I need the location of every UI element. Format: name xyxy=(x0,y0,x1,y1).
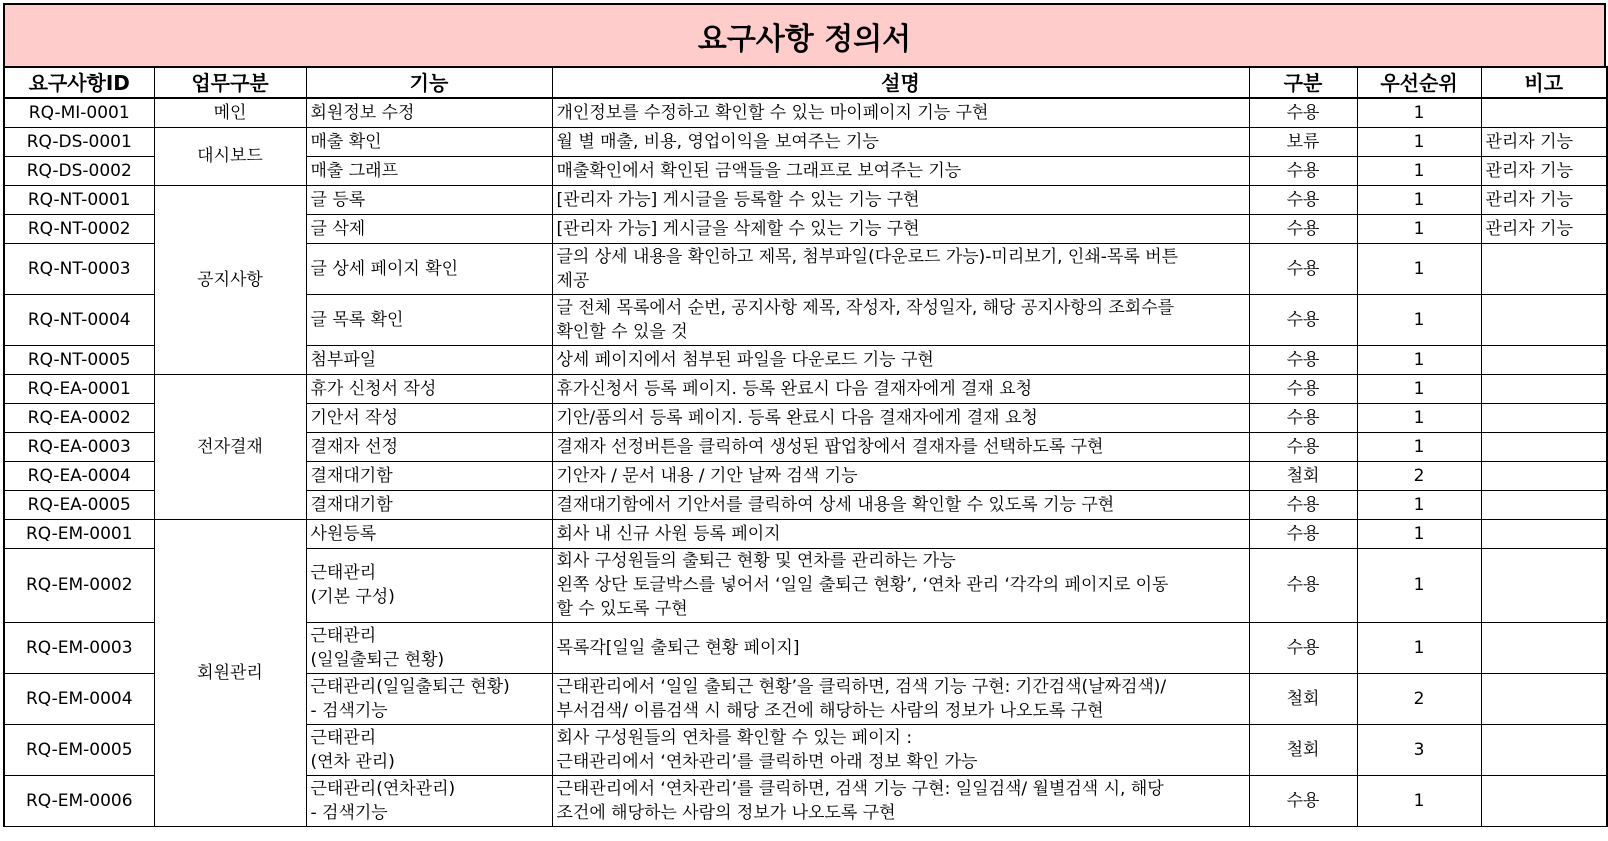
cell-description[interactable]: 회사 내 신규 사원 등록 페이지 xyxy=(552,519,1249,548)
cell-note[interactable] xyxy=(1481,775,1607,826)
cell-req-id[interactable]: RQ-EA-0004 xyxy=(4,461,154,490)
cell-type[interactable]: 수용 xyxy=(1249,214,1357,243)
header-category: 업무구분 xyxy=(154,67,306,98)
cell-function[interactable]: 글 상세 페이지 확인 xyxy=(306,243,552,294)
cell-type[interactable]: 수용 xyxy=(1249,374,1357,403)
cell-req-id[interactable]: RQ-EA-0001 xyxy=(4,374,154,403)
cell-type[interactable]: 수용 xyxy=(1249,775,1357,826)
cell-note[interactable] xyxy=(1481,519,1607,548)
cell-type[interactable]: 수용 xyxy=(1249,185,1357,214)
cell-note[interactable]: 관리자 기능 xyxy=(1481,127,1607,156)
cell-description[interactable]: 월 별 매출, 비용, 영업이익을 보여주는 기능 xyxy=(552,127,1249,156)
cell-function[interactable]: 글 목록 확인 xyxy=(306,294,552,345)
cell-priority[interactable]: 1 xyxy=(1357,775,1481,826)
cell-priority[interactable]: 1 xyxy=(1357,345,1481,374)
cell-req-id[interactable]: RQ-DS-0002 xyxy=(4,156,154,185)
cell-function[interactable]: 결재자 선정 xyxy=(306,432,552,461)
cell-note[interactable] xyxy=(1481,294,1607,345)
requirements-table xyxy=(3,66,1608,827)
cell-req-id[interactable]: RQ-MI-0001 xyxy=(4,98,154,127)
cell-description[interactable]: 회사 구성원들의 출퇴근 현황 및 연차를 관리하는 가능 왼쪽 상단 토글박스를 넣어서 ‘일일 출퇴근 현황’, ‘연차 관리 ‘각각의 페이지로 이동 할 수 있도록 구현 xyxy=(552,548,1249,622)
cell-priority[interactable]: 1 xyxy=(1357,519,1481,548)
cell-function[interactable]: 첨부파일 xyxy=(306,345,552,374)
cell-note[interactable]: 관리자 기능 xyxy=(1481,156,1607,185)
cell-priority[interactable]: 1 xyxy=(1357,374,1481,403)
cell-description[interactable]: 상세 페이지에서 첨부된 파일을 다운로드 기능 구현 xyxy=(552,345,1249,374)
cell-type[interactable]: 철회 xyxy=(1249,724,1357,775)
cell-req-id[interactable]: RQ-EM-0003 xyxy=(4,622,154,673)
cell-category[interactable]: 메인 xyxy=(154,98,306,127)
cell-function[interactable]: 결재대기함 xyxy=(306,490,552,519)
cell-note[interactable] xyxy=(1481,673,1607,724)
cell-function[interactable]: 매출 그래프 xyxy=(306,156,552,185)
cell-function[interactable]: 매출 확인 xyxy=(306,127,552,156)
cell-note[interactable] xyxy=(1481,461,1607,490)
cell-note[interactable] xyxy=(1481,345,1607,374)
cell-type[interactable]: 수용 xyxy=(1249,98,1357,127)
table-row xyxy=(4,519,1607,548)
cell-note[interactable] xyxy=(1481,724,1607,775)
cell-description[interactable]: 근태관리에서 ‘연차관리’를 클릭하면, 검색 기능 구현: 일일검색/ 월별검색 시, 해당 조건에 해당하는 사람의 정보가 나오도록 구현 xyxy=(552,775,1249,826)
cell-function[interactable]: 결재대기함 xyxy=(306,461,552,490)
cell-note[interactable] xyxy=(1481,622,1607,673)
table-row xyxy=(4,374,1607,403)
cell-function[interactable]: 근태관리(일일출퇴근 현황) - 검색기능 xyxy=(306,673,552,724)
cell-type[interactable]: 수용 xyxy=(1249,432,1357,461)
cell-type[interactable]: 수용 xyxy=(1249,622,1357,673)
cell-priority[interactable]: 1 xyxy=(1357,98,1481,127)
cell-req-id[interactable]: RQ-EA-0002 xyxy=(4,403,154,432)
cell-type[interactable]: 수용 xyxy=(1249,294,1357,345)
cell-description[interactable]: 글의 상세 내용을 확인하고 제목, 첨부파일(다운로드 가능)-미리보기, 인쇄-목록 버튼 제공 xyxy=(552,243,1249,294)
cell-description[interactable]: 휴가신청서 등록 페이지. 등록 완료시 다음 결재자에게 결재 요청 xyxy=(552,374,1249,403)
header-priority: 우선순위 xyxy=(1357,67,1481,98)
cell-function[interactable]: 회원정보 수정 xyxy=(306,98,552,127)
cell-function[interactable]: 글 등록 xyxy=(306,185,552,214)
cell-note[interactable] xyxy=(1481,490,1607,519)
cell-description[interactable]: 매출확인에서 확인된 금액들을 그래프로 보여주는 기능 xyxy=(552,156,1249,185)
cell-req-id[interactable]: RQ-NT-0004 xyxy=(4,294,154,345)
cell-description[interactable]: 개인정보를 수정하고 확인할 수 있는 마이페이지 기능 구현 xyxy=(552,98,1249,127)
cell-priority[interactable]: 1 xyxy=(1357,548,1481,622)
cell-function[interactable]: 근태관리 (연차 관리) xyxy=(306,724,552,775)
cell-type[interactable]: 수용 xyxy=(1249,490,1357,519)
cell-priority[interactable]: 1 xyxy=(1357,156,1481,185)
cell-note[interactable]: 관리자 기능 xyxy=(1481,185,1607,214)
cell-req-id[interactable]: RQ-EM-0006 xyxy=(4,775,154,826)
cell-req-id[interactable]: RQ-EM-0001 xyxy=(4,519,154,548)
cell-note[interactable] xyxy=(1481,432,1607,461)
cell-description[interactable]: [관리자 가능] 게시글을 삭제할 수 있는 기능 구현 xyxy=(552,214,1249,243)
cell-priority[interactable]: 1 xyxy=(1357,622,1481,673)
cell-description[interactable]: 기안자 / 문서 내용 / 기안 날짜 검색 기능 xyxy=(552,461,1249,490)
cell-description[interactable]: [관리자 가능] 게시글을 등록할 수 있는 기능 구현 xyxy=(552,185,1249,214)
cell-category[interactable]: 회원관리 xyxy=(154,519,306,826)
cell-description[interactable]: 근태관리에서 ‘일일 출퇴근 현황’을 클릭하면, 검색 기능 구현: 기간검색(날짜검색)/ 부서검색/ 이름검색 시 해당 조건에 해당하는 사람의 정보가 나오도록 구현 xyxy=(552,673,1249,724)
spreadsheet xyxy=(3,3,1606,827)
cell-priority[interactable]: 2 xyxy=(1357,673,1481,724)
cell-type[interactable]: 보류 xyxy=(1249,127,1357,156)
cell-req-id[interactable]: RQ-EA-0005 xyxy=(4,490,154,519)
table-row xyxy=(4,127,1607,156)
cell-type[interactable]: 수용 xyxy=(1249,243,1357,294)
cell-priority[interactable]: 3 xyxy=(1357,724,1481,775)
cell-category[interactable]: 대시보드 xyxy=(154,127,306,185)
cell-req-id[interactable]: RQ-EM-0002 xyxy=(4,548,154,622)
cell-function[interactable]: 근태관리 (일일출퇴근 현황) xyxy=(306,622,552,673)
cell-req-id[interactable]: RQ-DS-0001 xyxy=(4,127,154,156)
cell-description[interactable]: 회사 구성원들의 연차를 확인할 수 있는 페이지 : 근태관리에서 ‘연차관리’를 클릭하면 아래 정보 확인 가능 xyxy=(552,724,1249,775)
cell-note[interactable] xyxy=(1481,548,1607,622)
cell-type[interactable]: 수용 xyxy=(1249,519,1357,548)
cell-priority[interactable]: 1 xyxy=(1357,294,1481,345)
table-body xyxy=(4,98,1607,826)
cell-type[interactable]: 수용 xyxy=(1249,345,1357,374)
cell-priority[interactable]: 1 xyxy=(1357,490,1481,519)
cell-category[interactable]: 전자결재 xyxy=(154,374,306,519)
cell-priority[interactable]: 1 xyxy=(1357,127,1481,156)
cell-req-id[interactable]: RQ-NT-0002 xyxy=(4,214,154,243)
cell-priority[interactable]: 1 xyxy=(1357,243,1481,294)
cell-function[interactable]: 글 삭제 xyxy=(306,214,552,243)
cell-note[interactable]: 관리자 기능 xyxy=(1481,214,1607,243)
cell-description[interactable]: 결재대기함에서 기안서를 클릭하여 상세 내용을 확인할 수 있도록 기능 구현 xyxy=(552,490,1249,519)
header-note: 비고 xyxy=(1481,67,1607,98)
cell-req-id[interactable]: RQ-NT-0003 xyxy=(4,243,154,294)
sheet-title: 요구사항 정의서 xyxy=(3,3,1606,66)
cell-req-id[interactable]: RQ-NT-0001 xyxy=(4,185,154,214)
table-row xyxy=(4,98,1607,127)
header-type: 구분 xyxy=(1249,67,1357,98)
cell-note[interactable] xyxy=(1481,243,1607,294)
cell-function[interactable]: 휴가 신청서 작성 xyxy=(306,374,552,403)
cell-type[interactable]: 철회 xyxy=(1249,673,1357,724)
cell-type[interactable]: 수용 xyxy=(1249,403,1357,432)
header-description: 설명 xyxy=(552,67,1249,98)
header-row xyxy=(4,67,1607,98)
cell-function[interactable]: 근태관리(연차관리) - 검색기능 xyxy=(306,775,552,826)
cell-function[interactable]: 근태관리 (기본 구성) xyxy=(306,548,552,622)
cell-note[interactable] xyxy=(1481,403,1607,432)
cell-priority[interactable]: 1 xyxy=(1357,214,1481,243)
cell-priority[interactable]: 1 xyxy=(1357,403,1481,432)
cell-description[interactable]: 결재자 선정버튼을 클릭하여 생성된 팝업창에서 결재자를 선택하도록 구현 xyxy=(552,432,1249,461)
cell-type[interactable]: 수용 xyxy=(1249,156,1357,185)
cell-priority[interactable]: 1 xyxy=(1357,185,1481,214)
cell-description[interactable]: 목록각[일일 출퇴근 현황 페이지] xyxy=(552,622,1249,673)
cell-type[interactable]: 철회 xyxy=(1249,461,1357,490)
cell-type[interactable]: 수용 xyxy=(1249,548,1357,622)
cell-function[interactable]: 기안서 작성 xyxy=(306,403,552,432)
cell-category[interactable]: 공지사항 xyxy=(154,185,306,374)
header-function: 기능 xyxy=(306,67,552,98)
cell-req-id[interactable]: RQ-NT-0005 xyxy=(4,345,154,374)
header-req-id: 요구사항ID xyxy=(4,67,154,98)
cell-function[interactable]: 사원등록 xyxy=(306,519,552,548)
cell-description[interactable]: 기안/품의서 등록 페이지. 등록 완료시 다음 결재자에게 결재 요청 xyxy=(552,403,1249,432)
cell-req-id[interactable]: RQ-EM-0005 xyxy=(4,724,154,775)
cell-note[interactable] xyxy=(1481,98,1607,127)
cell-priority[interactable]: 1 xyxy=(1357,432,1481,461)
cell-req-id[interactable]: RQ-EM-0004 xyxy=(4,673,154,724)
cell-note[interactable] xyxy=(1481,374,1607,403)
cell-description[interactable]: 글 전체 목록에서 순번, 공지사항 제목, 작성자, 작성일자, 해당 공지사항의 조회수를 확인할 수 있을 것 xyxy=(552,294,1249,345)
cell-req-id[interactable]: RQ-EA-0003 xyxy=(4,432,154,461)
table-row xyxy=(4,185,1607,214)
cell-priority[interactable]: 2 xyxy=(1357,461,1481,490)
